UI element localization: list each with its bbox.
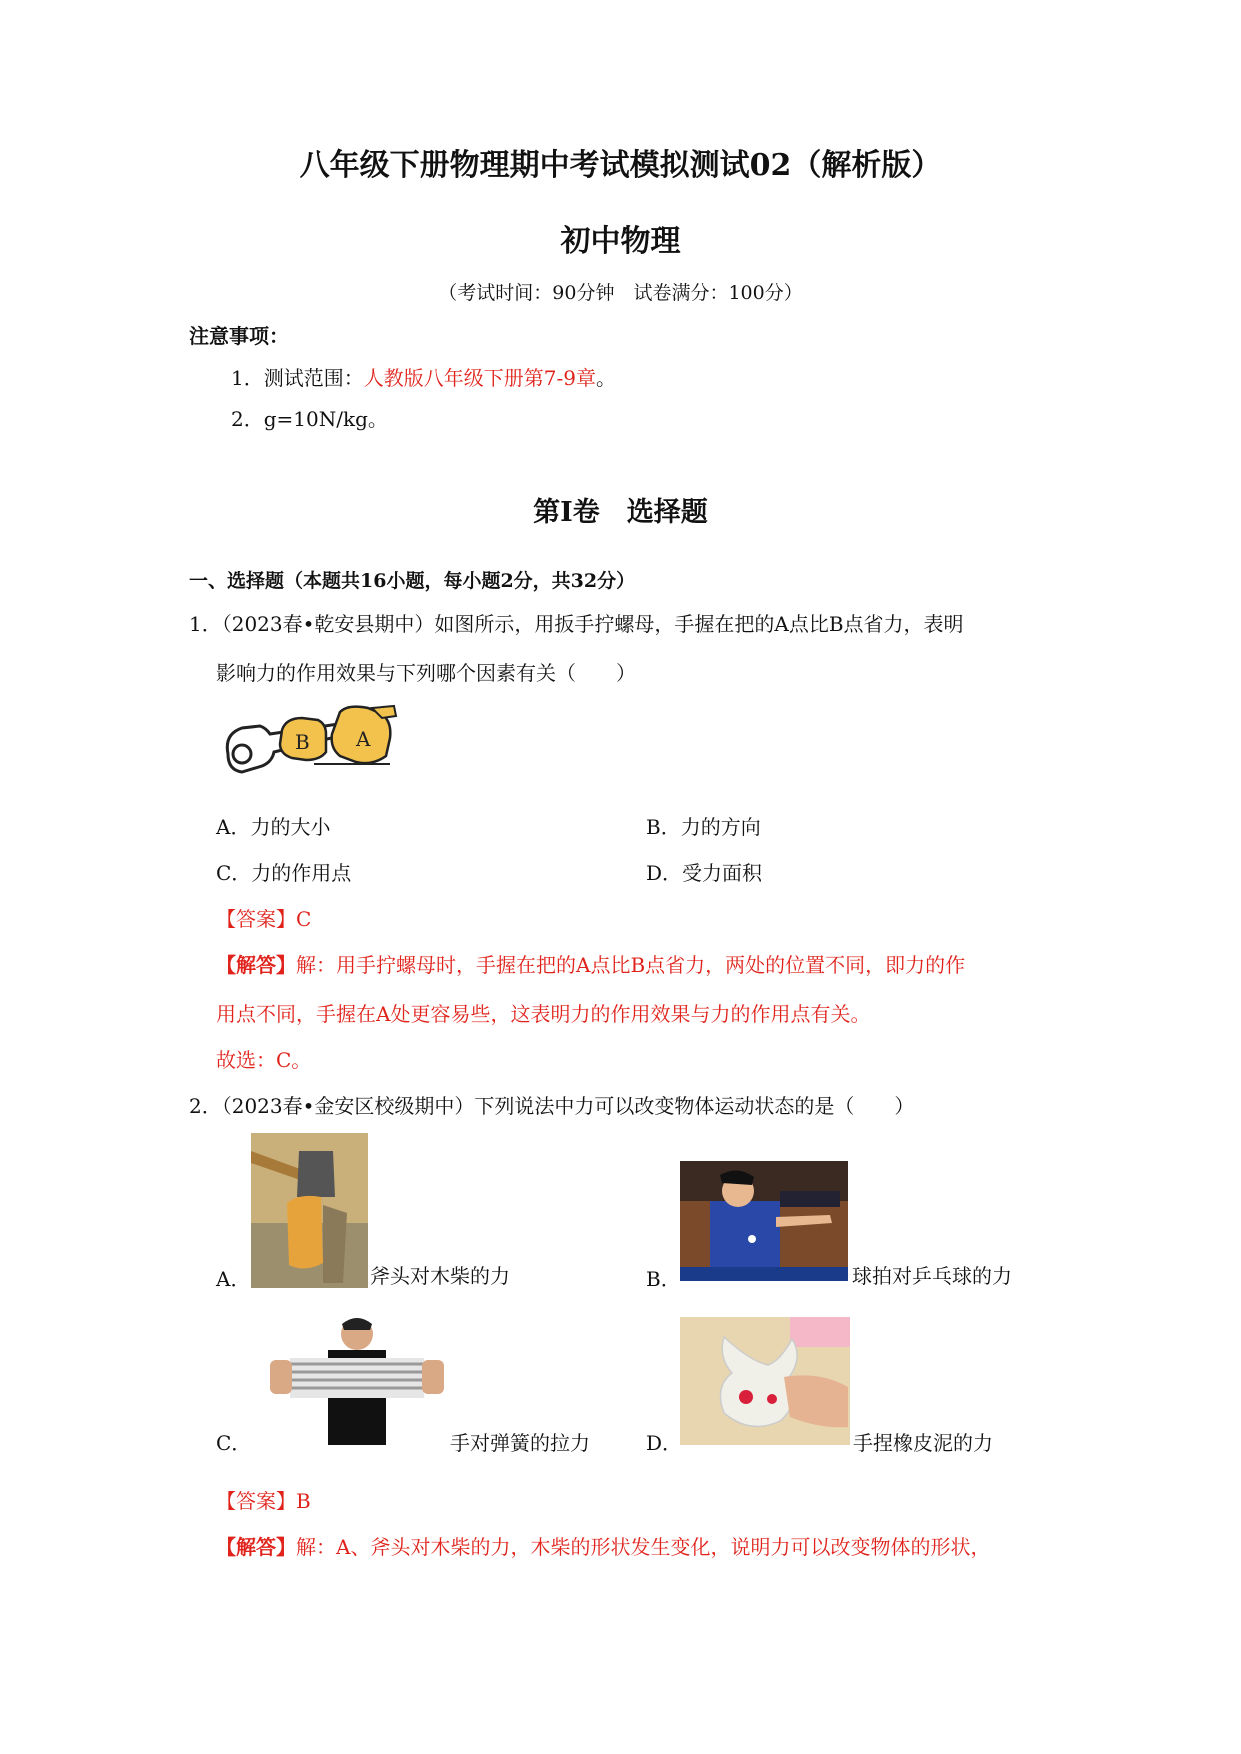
q2-option-a-letter: A．	[216, 1267, 251, 1291]
pingpong-image	[680, 1161, 848, 1281]
q2-option-c-letter: C．	[216, 1431, 252, 1455]
wrench-label-b: B	[295, 730, 310, 754]
part-title: 第Ⅰ卷 选择题	[533, 497, 708, 528]
axe-image	[251, 1133, 368, 1288]
q1-choice: 故选：C。	[216, 1048, 312, 1072]
q2-option-b-letter: B．	[646, 1267, 681, 1291]
q2-analysis-text1: 解：A、斧头对木柴的力，木柴的形状发生变化，说明力可以改变物体的形状，	[296, 1535, 991, 1559]
q1-answer-tag: 【答案】	[216, 907, 296, 931]
exam-info: （考试时间：90分钟 试卷满分：100分）	[438, 282, 803, 304]
notes-heading: 注意事项：	[189, 324, 289, 348]
q1-analysis-text1: 解：用手拧螺母时，手握在把的A点比B点省力，两处的位置不同，即力的作	[296, 953, 966, 977]
wrench-label-a: A	[356, 727, 371, 751]
q2-option-a-text: 斧头对木柴的力	[370, 1264, 510, 1288]
spring-expander-image	[260, 1310, 450, 1445]
q2-answer-tag: 【答案】	[216, 1489, 296, 1513]
q1-option-d: D．受力面积	[646, 861, 763, 885]
q2-analysis-line1	[216, 1535, 990, 1559]
wrench-illustration	[222, 704, 398, 786]
q1-stem-line1: 1．（2023春•乾安县期中）如图所示，用扳手拧螺母，手握在把的A点比B点省力，表明	[189, 612, 964, 636]
q1-option-b: B．力的方向	[646, 815, 761, 839]
subject-title: 初中物理	[560, 224, 681, 259]
section-heading: 一、选择题（本题共16小题，每小题2分，共32分）	[189, 570, 636, 592]
clay-image	[680, 1317, 850, 1445]
q2-option-d-text: 手捏橡皮泥的力	[853, 1431, 993, 1455]
q2-answer	[216, 1489, 311, 1513]
notes-item-1-suffix: 。	[595, 366, 616, 390]
notes-item-1-range: 人教版八年级下册第7-9章	[363, 366, 596, 390]
q1-analysis-tag: 【解答】	[216, 953, 296, 977]
document-title: 八年级下册物理期中考试模拟测试02（解析版）	[299, 148, 942, 183]
notes-item-1-prefix: 1．测试范围：	[231, 366, 364, 390]
q2-answer-value: B	[296, 1489, 311, 1513]
q1-option-a: A．力的大小	[216, 815, 331, 839]
q1-analysis-line1	[216, 953, 965, 977]
q2-stem: 2．（2023春•金安区校级期中）下列说法中力可以改变物体运动状态的是（ ）	[189, 1094, 915, 1118]
q1-option-c: C．力的作用点	[216, 861, 352, 885]
q1-stem-line2: 影响力的作用效果与下列哪个因素有关（ ）	[216, 661, 636, 685]
notes-item-1	[231, 366, 616, 390]
q2-option-c-text: 手对弹簧的拉力	[450, 1431, 590, 1455]
q2-option-d-letter: D．	[646, 1431, 683, 1455]
q1-analysis-line2: 用点不同，手握在A处更容易些，这表明力的作用效果与力的作用点有关。	[216, 1002, 871, 1026]
q2-analysis-tag: 【解答】	[216, 1535, 296, 1559]
q2-option-b-text: 球拍对乒乓球的力	[852, 1264, 1012, 1288]
notes-item-2: 2．g=10N/kg。	[231, 407, 388, 431]
q1-answer	[216, 907, 311, 931]
q1-answer-value: C	[296, 907, 312, 931]
